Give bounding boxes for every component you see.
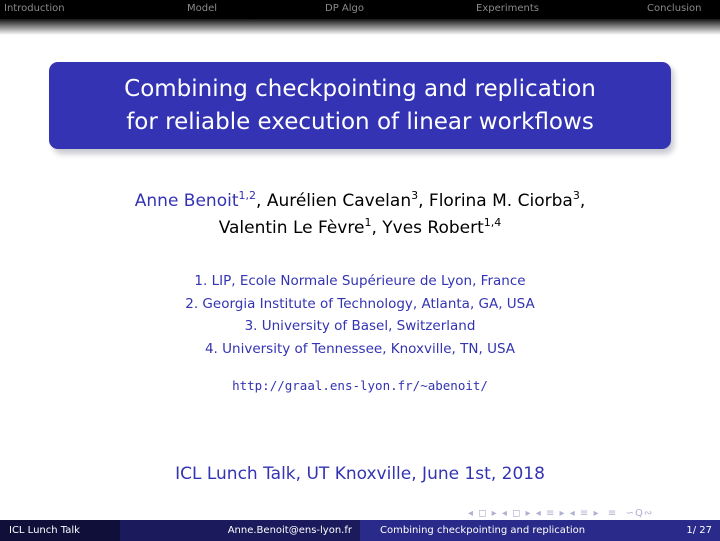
section-navigation-bar bbox=[0, 0, 720, 19]
homepage-link[interactable]: http://graal.ens-lyon.fr/~abenoit/ bbox=[232, 378, 488, 393]
title-line-2: for reliable execution of linear workflows bbox=[126, 108, 594, 135]
affiliation-item: 1. LIP, Ecole Normale Supérieure de Lyon, France bbox=[194, 273, 526, 289]
author-affiliation-mark: 3 bbox=[411, 189, 419, 202]
author-line-1: Anne Benoit$^{1,2}$, Aurélien Cavelan$^3$, Florina M. Ciorba$^3$, bbox=[134, 189, 586, 211]
author-affiliation-mark: 1,4 bbox=[483, 216, 502, 229]
footer-short-title: ICL Lunch Talk bbox=[0, 520, 120, 541]
author-name: Anne Benoit bbox=[134, 191, 239, 211]
author-affiliation-mark: 1 bbox=[364, 216, 372, 229]
author-affiliation-mark: 1,2 bbox=[238, 189, 256, 202]
affiliation-list bbox=[0, 270, 720, 360]
footer-email: Anne.Benoit@ens-lyon.fr bbox=[120, 520, 360, 541]
slide-title-box bbox=[49, 62, 671, 149]
nav-section-conclusion[interactable]: Conclusion bbox=[647, 3, 702, 14]
footer-talk-title: Combining checkpointing and replication bbox=[380, 525, 586, 536]
affiliation-item: 3. University of Basel, Switzerland bbox=[244, 318, 476, 334]
nav-section-dp-algo[interactable]: DP Algo bbox=[325, 3, 364, 14]
author-name: Yves Robert bbox=[382, 218, 484, 238]
author-name: Aurélien Cavelan bbox=[266, 191, 412, 211]
event-name: ICL Lunch Talk, UT Knoxville, June 1st, 2018 bbox=[175, 464, 545, 484]
author-line-2: Valentin Le Fèvre$^1$, Yves Robert$^{1,4}$ bbox=[218, 216, 502, 238]
nav-section-introduction[interactable]: Introduction bbox=[4, 3, 65, 14]
nav-section-model[interactable]: Model bbox=[187, 3, 218, 14]
author-affiliation-mark: 3 bbox=[572, 189, 580, 202]
footer-title-and-page bbox=[360, 520, 720, 541]
author-name: Valentin Le Fèvre bbox=[218, 218, 365, 238]
nav-section-experiments[interactable]: Experiments bbox=[476, 3, 539, 14]
footer-page-number: 1/ 27 bbox=[686, 525, 712, 536]
author-name: Florina M. Ciorba bbox=[428, 191, 573, 211]
nav-bar-shadow bbox=[0, 19, 720, 35]
affiliation-item: 4. University of Tennessee, Knoxville, TN, USA bbox=[204, 340, 516, 357]
title-line-1: Combining checkpointing and replication bbox=[124, 75, 596, 102]
slide-footer bbox=[0, 520, 720, 541]
beamer-navigation-symbols[interactable]: ◂ ◻ ▸ ◂ ◻ ▸ ◂ ≡ ▸ ◂ ≡ ▸ ≡ ∽Q∾ bbox=[468, 508, 654, 519]
author-list bbox=[0, 188, 720, 242]
affiliation-item: 2. Georgia Institute of Technology, Atlanta, GA, USA bbox=[185, 295, 535, 312]
